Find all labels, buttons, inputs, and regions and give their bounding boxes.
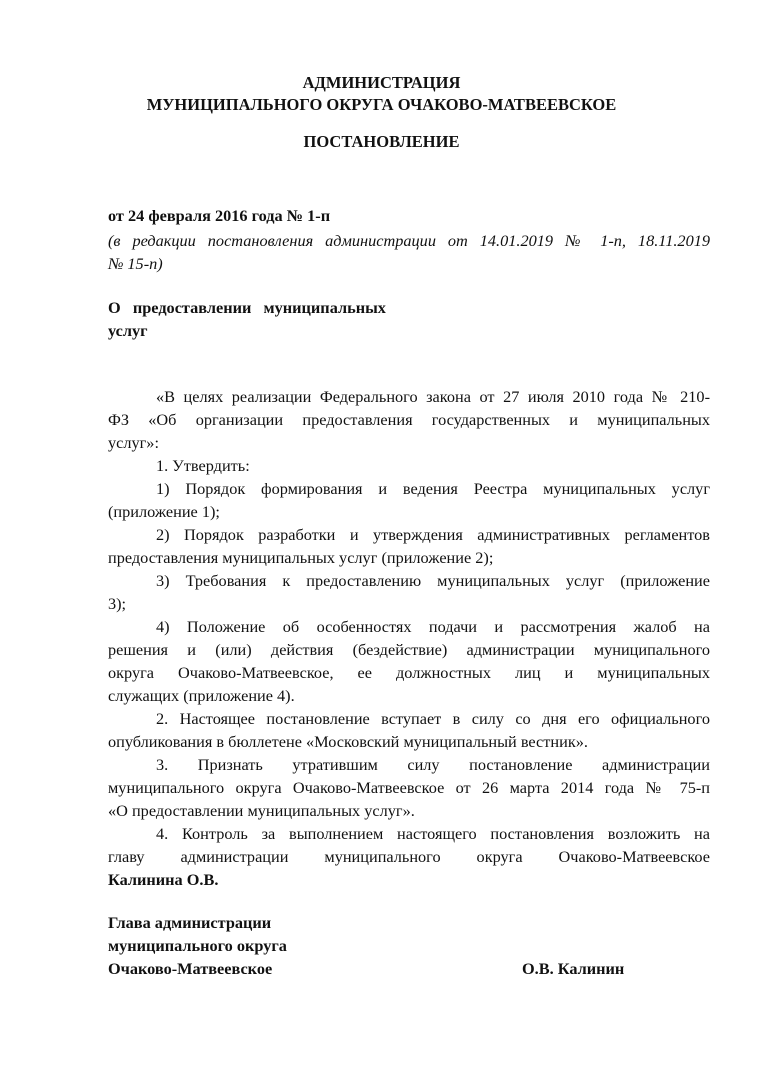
body-p5-line2: 3); — [108, 594, 127, 613]
body-p6-line2: решения и (или) действия (бездействие) администрации муниципального — [108, 640, 710, 659]
signature-title-line2: муниципального округа — [108, 936, 287, 955]
subject-line1: О предоставлении муниципальных — [108, 298, 386, 317]
body-p1-line2: ФЗ «Об организации предоставления государственных и муниципальных — [108, 410, 710, 429]
body-p5-line1: 3) Требования к предоставлению муниципальных услуг (приложение — [156, 571, 710, 590]
header-org-line1: АДМИНИСТРАЦИЯ — [302, 73, 461, 92]
body-p6-line4: служащих (приложение 4). — [108, 686, 295, 705]
body-p3-line1: 1) Порядок формирования и ведения Реестра муниципальных услуг — [156, 479, 710, 498]
header-org-line2: МУНИЦИПАЛЬНОГО ОКРУГА ОЧАКОВО-МАТВЕЕВСКОЕ — [146, 95, 617, 114]
body-p9-line1: 4. Контроль за выполнением настоящего постановления возложить на — [156, 824, 710, 843]
subject-line2: услуг — [108, 321, 148, 340]
body-p6-line1: 4) Положение об особенностях подачи и рассмотрения жалоб на — [156, 617, 710, 636]
body-p6-line3: округа Очаково-Матвеевское, ее должностных лиц и муниципальных — [108, 663, 710, 682]
body-p9-line3: Калинина О.В. — [108, 870, 219, 889]
body-p1-line1: «В целях реализации Федерального закона от 27 июля 2010 года № 210- — [156, 387, 710, 406]
document-type-title: ПОСТАНОВЛЕНИЕ — [303, 132, 460, 151]
body-p9-line2: главу администрации муниципального округа Очаково-Матвеевское — [108, 847, 710, 866]
body-p8-line1: 3. Признать утратившим силу постановление администрации — [156, 755, 710, 774]
signature-title-line3: Очаково-Матвеевское — [108, 959, 273, 978]
body-p8-line3: «О предоставлении муниципальных услуг». — [108, 801, 415, 820]
body-p7-line2: опубликования в бюллетене «Московский муниципальный вестник». — [108, 732, 588, 751]
body-p7-line1: 2. Настоящее постановление вступает в силу со дня его официального — [156, 709, 710, 728]
body-p4-line1: 2) Порядок разработки и утверждения административных регламентов — [156, 525, 710, 544]
body-p8-line2: муниципального округа Очаково-Матвеевское от 26 марта 2014 года № 75-п — [108, 778, 710, 797]
date-number: от 24 февраля 2016 года № 1-п — [108, 206, 331, 225]
signature-name: О.В. Калинин — [522, 959, 625, 978]
signature-title-line1: Глава администрации — [108, 913, 272, 932]
revision-note-line2: № 15-п) — [108, 254, 163, 273]
body-p3-line2: (приложение 1); — [108, 502, 220, 521]
body-p1-line3: услуг»: — [108, 433, 159, 452]
body-p4-line2: предоставления муниципальных услуг (приложение 2); — [108, 548, 494, 567]
body-p2: 1. Утвердить: — [156, 456, 250, 475]
revision-note-line1: (в редакции постановления администрации от 14.01.2019 № 1-п, 18.11.2019 — [108, 231, 710, 250]
